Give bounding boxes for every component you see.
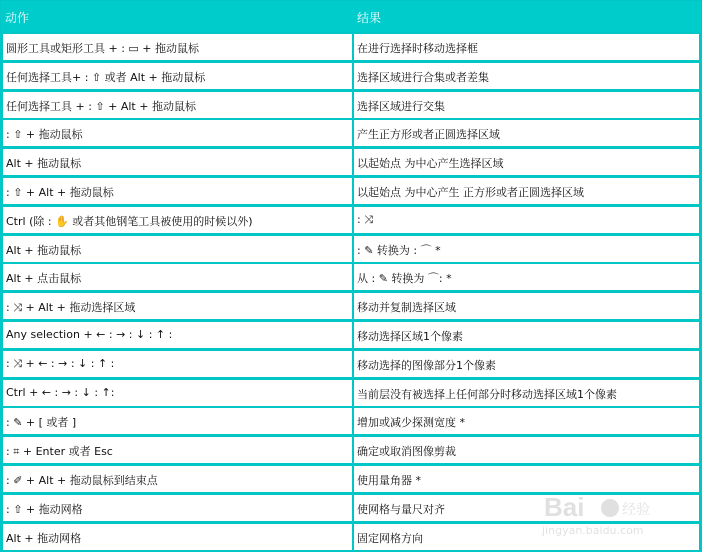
table-row (3, 178, 699, 204)
result-cell (354, 178, 699, 204)
action-text: Any selection + ← : → : ↓ : ↑ : (6, 328, 173, 341)
action-text: Alt + 拖动鼠标 (6, 243, 82, 257)
action-text: Ctrl + ← : → : ↓ : ↑: (6, 385, 115, 399)
result-text: 以起始点 为中心产生 正方形或者正圆选择区域 (357, 186, 584, 199)
action-cell (3, 322, 352, 348)
watermark-brand2: 经验 (622, 502, 650, 518)
action-text: : ✐ + Alt + 拖动鼠标到结束点 (6, 474, 158, 487)
action-cell (3, 264, 352, 290)
action-text: : ⌗ + Enter 或者 Esc (6, 445, 113, 459)
action-cell (3, 293, 352, 319)
table-row (3, 408, 699, 434)
table-row (3, 322, 699, 348)
result-cell (354, 92, 699, 118)
result-text: 移动并复制选择区域 (357, 301, 456, 315)
action-cell (3, 524, 352, 550)
action-text: : ⤨ + Alt + 拖动选择区域 (6, 301, 136, 315)
result-text: 从 : ✎ 转换为 ⌒: * (357, 272, 452, 286)
result-text: 以起始点 为中心产生选择区域 (357, 157, 504, 171)
table-header (1, 1, 701, 32)
result-cell (354, 408, 699, 434)
action-cell (3, 178, 352, 204)
result-cell (354, 63, 699, 89)
action-text: : ⇧ + 拖动网格 (6, 502, 83, 516)
action-cell (3, 408, 352, 434)
header-result: 结果 (357, 11, 382, 25)
result-cell (354, 264, 699, 290)
result-cell (354, 207, 699, 233)
result-cell (354, 351, 699, 377)
table-row (3, 120, 699, 146)
table-row (3, 437, 699, 463)
action-cell (3, 92, 352, 118)
action-text: : ✎ + [ 或者 ] (6, 416, 77, 430)
result-text: : ⤨ (357, 212, 374, 226)
result-cell (354, 236, 699, 262)
result-text: 增加或减少探测宽度 * (357, 416, 465, 430)
table-row (3, 293, 699, 319)
action-text: 任何选择工具 + : ⇧ + Alt + 拖动鼠标 (6, 99, 196, 113)
table-row (3, 264, 699, 290)
result-text: 使用量角器 * (357, 474, 421, 487)
result-text: 使网格与量尺对齐 (357, 502, 445, 516)
result-text: 选择区域进行合集或者差集 (357, 70, 489, 84)
action-cell (3, 437, 352, 463)
action-text: : ⤨ + ← : → : ↓ : ↑ : (6, 356, 115, 370)
action-text: Ctrl (除 : ✋ 或者其他钢笔工具被使用的时候以外) (6, 214, 253, 228)
action-cell (3, 207, 352, 233)
result-cell (354, 120, 699, 146)
watermark-url: jingyan.baidu.com (542, 524, 644, 537)
action-cell (3, 63, 352, 89)
action-cell (3, 466, 352, 492)
table-row (3, 236, 699, 262)
result-text: 选择区域进行交集 (357, 99, 445, 113)
result-cell (354, 34, 699, 60)
result-text: 移动选择区域1个像素 (357, 330, 463, 343)
header-action: 动作 (5, 11, 30, 25)
action-cell (3, 34, 352, 60)
result-cell (354, 437, 699, 463)
result-text: 产生正方形或者正圆选择区域 (357, 128, 500, 142)
result-text: 确定或取消图像剪裁 (357, 445, 456, 459)
result-text: 固定网格方向 (357, 531, 423, 545)
watermark-brand: Bai (544, 492, 585, 522)
baidu-watermark-logo (540, 488, 680, 538)
result-cell (354, 322, 699, 348)
table-row (3, 351, 699, 377)
result-cell (354, 293, 699, 319)
action-cell (3, 380, 352, 406)
action-cell (3, 120, 352, 146)
action-text: 任何选择工具+ : ⇧ 或者 Alt + 拖动鼠标 (6, 70, 206, 84)
table-row (3, 207, 699, 233)
table-row (3, 63, 699, 89)
result-text: 移动选择的图像部分1个像素 (357, 358, 496, 372)
action-text: : ⇧ + Alt + 拖动鼠标 (6, 186, 114, 199)
action-text: Alt + 拖动鼠标 (6, 157, 82, 171)
result-text: 在进行选择时移动选择框 (357, 42, 478, 55)
action-cell (3, 236, 352, 262)
action-text: 圆形工具或矩形工具 + : ▭ + 拖动鼠标 (6, 42, 200, 55)
action-cell (3, 149, 352, 175)
result-cell (354, 380, 699, 406)
result-text: 当前层没有被选择上任何部分时移动选择区域1个像素 (357, 387, 617, 401)
table-row (3, 92, 699, 118)
result-cell (354, 149, 699, 175)
action-cell (3, 495, 352, 521)
action-text: Alt + 拖动网格 (6, 531, 82, 545)
table-row (3, 380, 699, 406)
table-row (3, 149, 699, 175)
table-row (3, 34, 699, 60)
result-text: : ✎ 转换为 : ⌒ * (357, 243, 441, 257)
action-text: Alt + 点击鼠标 (6, 272, 82, 286)
action-text: : ⇧ + 拖动鼠标 (6, 128, 83, 142)
action-cell (3, 351, 352, 377)
